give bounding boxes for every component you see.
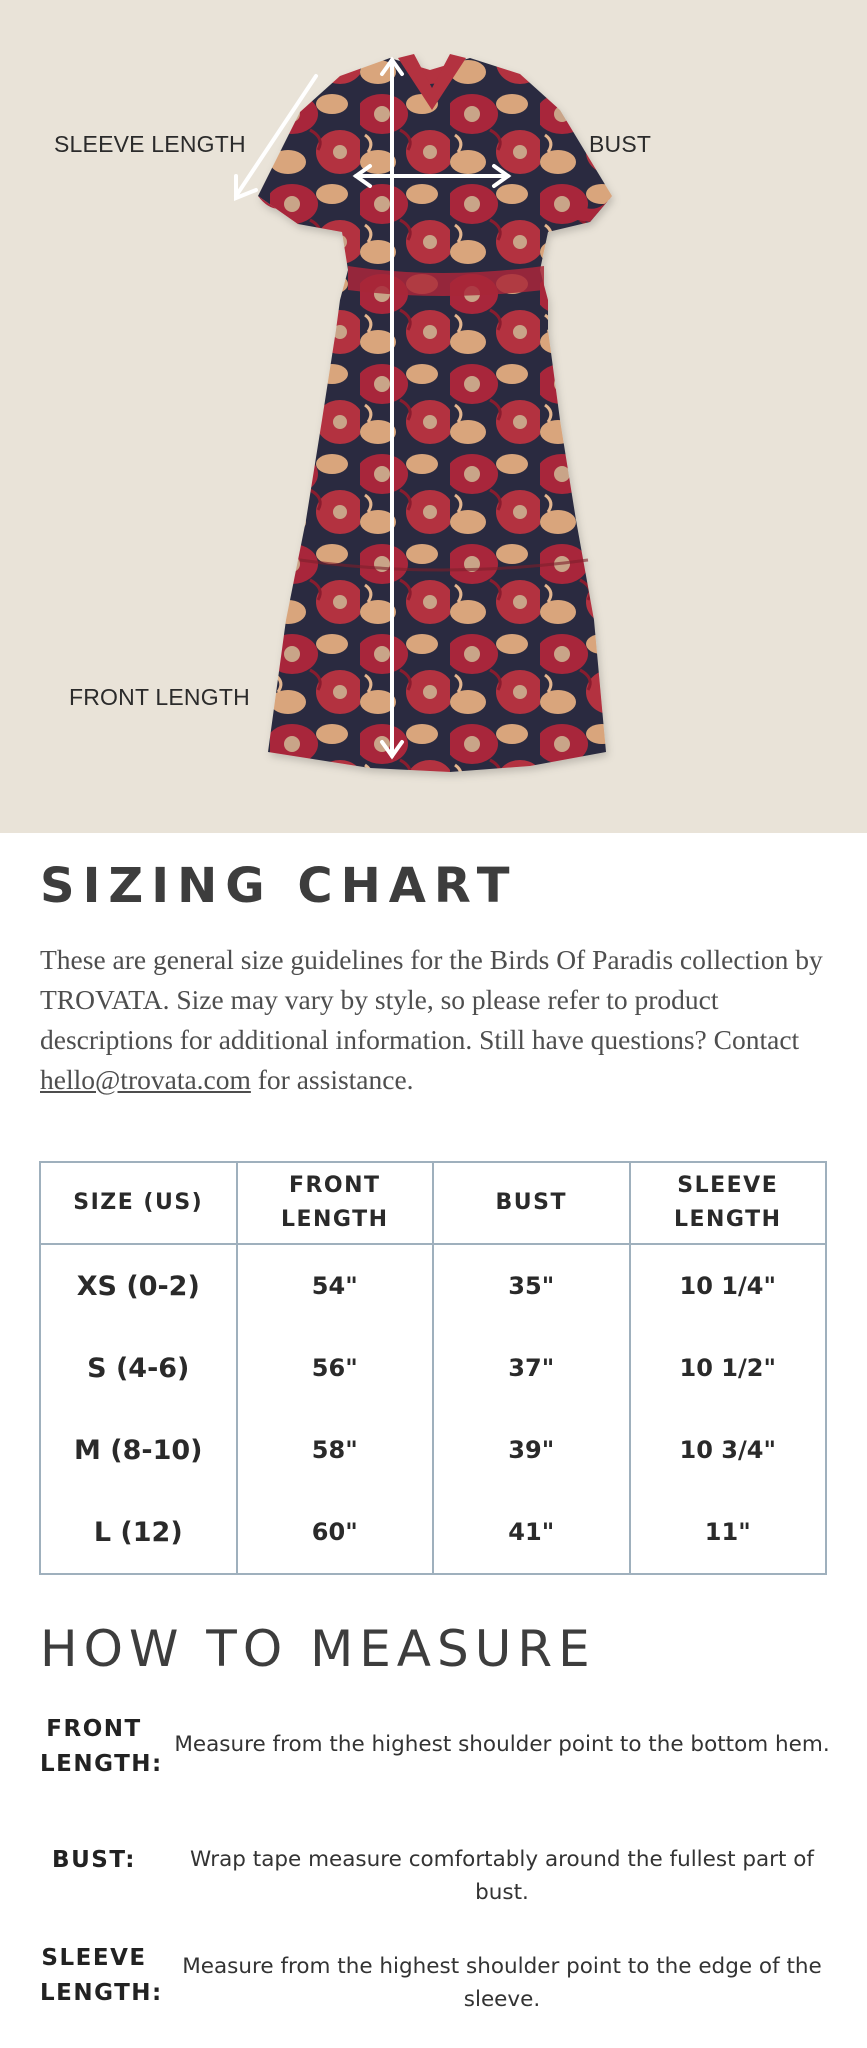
cell-sleeve-length: 10 1/4" <box>630 1244 827 1327</box>
intro-text: These are general size guidelines for the Birds Of Paradis collection by TROVATA. Size may vary by style, so please refer to product descriptions for additional information. Still have questions? Contact <box>40 944 823 1055</box>
bust-label: BUST <box>589 131 652 157</box>
cell-bust: 35" <box>433 1244 630 1327</box>
cell-sleeve-length: 11" <box>630 1491 827 1574</box>
cell-front-length: 54" <box>237 1244 434 1327</box>
table-row <box>40 1244 826 1327</box>
cell-bust: 37" <box>433 1327 630 1409</box>
how-to-measure-title: HOW TO MEASURE <box>40 1620 596 1678</box>
size-table <box>39 1161 827 1575</box>
table-row <box>40 1409 826 1491</box>
measure-term-bust: BUST: <box>52 1847 136 1873</box>
cell-size: XS (0-2) <box>40 1244 237 1327</box>
dress-shape <box>258 54 612 772</box>
measure-term-front-length: FRONT LENGTH: <box>40 1716 163 1777</box>
cell-bust: 41" <box>433 1491 630 1574</box>
cell-front-length: 58" <box>237 1409 434 1491</box>
product-measurement-hero <box>0 0 867 833</box>
header-sleeve-length: SLEEVE LENGTH <box>630 1162 827 1244</box>
cell-sleeve-length: 10 1/2" <box>630 1327 827 1409</box>
sizing-intro <box>40 940 840 1100</box>
cell-front-length: 60" <box>237 1491 434 1574</box>
cell-size: L (12) <box>40 1491 237 1574</box>
front-length-label: FRONT LENGTH <box>69 684 250 710</box>
measure-term-sleeve-length: SLEEVE LENGTH: <box>40 1945 163 2006</box>
sleeve-length-label: SLEEVE LENGTH <box>54 131 246 157</box>
contact-email-link[interactable]: hello@trovata.com <box>40 1064 251 1095</box>
table-row <box>40 1491 826 1574</box>
intro-text-end: for assistance. <box>250 1064 414 1095</box>
size-table-container <box>39 1161 827 1563</box>
header-size: SIZE (US) <box>40 1162 237 1244</box>
cell-sleeve-length: 10 3/4" <box>630 1409 827 1491</box>
header-front-length: FRONT LENGTH <box>237 1162 434 1244</box>
cell-size: M (8-10) <box>40 1409 237 1491</box>
header-bust: BUST <box>433 1162 630 1244</box>
table-row <box>40 1327 826 1409</box>
cell-front-length: 56" <box>237 1327 434 1409</box>
table-header-row <box>40 1162 826 1244</box>
measure-desc-sleeve-length: Measure from the highest shoulder point to the edge of the sleeve. <box>182 1954 822 2012</box>
measure-desc-bust: Wrap tape measure comfortably around the fullest part of bust. <box>189 1847 814 1905</box>
cell-size: S (4-6) <box>40 1327 237 1409</box>
sizing-chart-title: SIZING CHART <box>40 858 518 914</box>
measure-desc-front-length: Measure from the highest shoulder point to the bottom hem. <box>174 1732 830 1757</box>
cell-bust: 39" <box>433 1409 630 1491</box>
